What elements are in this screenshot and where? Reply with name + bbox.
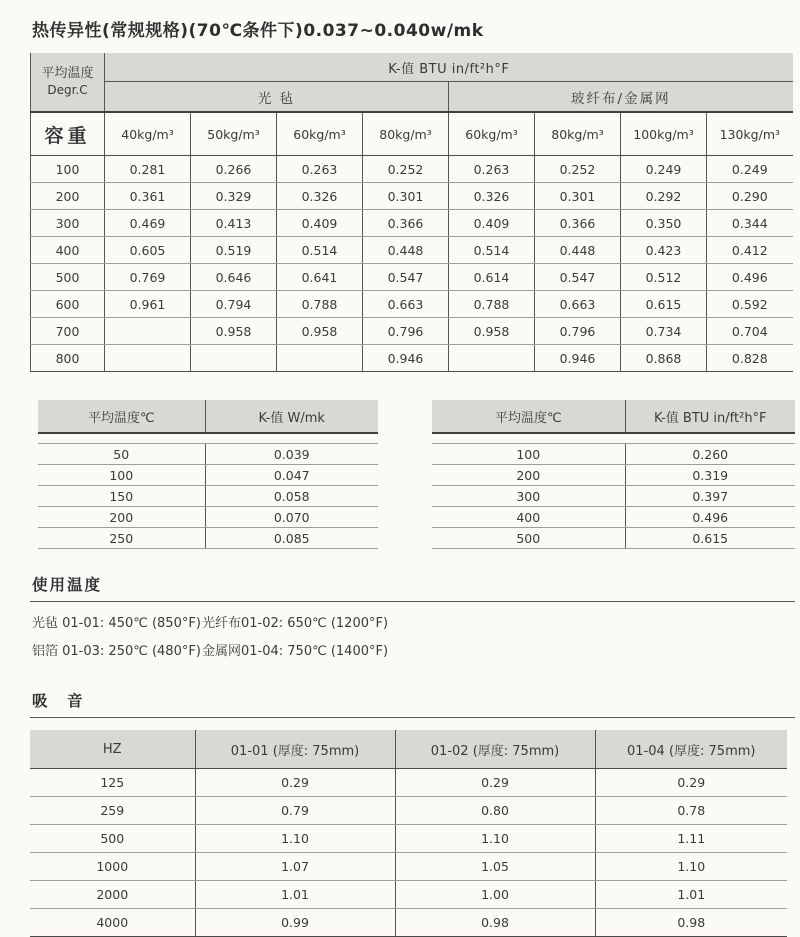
coefficient-cell: 1.00 [395, 881, 595, 909]
table-row [30, 769, 787, 797]
k-value-cell: 0.958 [277, 318, 363, 345]
k-value-cell: 0.547 [535, 264, 621, 291]
k-value-cell: 0.448 [363, 237, 449, 264]
avg-temp-cell: 100 [38, 465, 205, 486]
density-col-header: 40kg/m³ [105, 112, 191, 156]
coefficient-cell: 0.99 [195, 909, 395, 937]
k-value-cell: 0.496 [625, 507, 795, 528]
k-value-cell: 0.641 [277, 264, 363, 291]
k-value-cell: 0.788 [277, 291, 363, 318]
table-row [31, 291, 793, 318]
density-col-header: 100kg/m³ [621, 112, 707, 156]
k-value-cell: 0.796 [535, 318, 621, 345]
avg-temp-cell: 50 [38, 444, 205, 465]
density-col-header: 80kg/m³ [363, 112, 449, 156]
service-temp-item: 光纤布01-02: 650℃ (1200°F) [202, 616, 389, 631]
avg-temp-cell: 250 [38, 528, 205, 549]
avg-temp-label-en: Degr.C [47, 82, 88, 97]
density-col-header: 50kg/m³ [191, 112, 277, 156]
table-row [38, 528, 378, 549]
table-row [38, 465, 378, 486]
k-value-cell: 0.260 [625, 444, 795, 465]
k-value-cell [105, 318, 191, 345]
avg-temp-cell: 300 [432, 486, 625, 507]
coefficient-cell: 0.80 [395, 797, 595, 825]
k-value-cell: 0.361 [105, 183, 191, 210]
coefficient-cell: 0.79 [195, 797, 395, 825]
service-temp-item: 铝箔 01-03: 250℃ (480°F) [32, 644, 201, 659]
k-value-cell: 0.961 [105, 291, 191, 318]
service-temp-heading: 使用温度 [32, 576, 103, 594]
table-row [31, 318, 793, 345]
k-value-cell: 0.326 [277, 183, 363, 210]
hz-cell: 4000 [30, 909, 195, 937]
k-value-cell: 0.605 [105, 237, 191, 264]
k-value-cell: 0.350 [621, 210, 707, 237]
hz-cell: 2000 [30, 881, 195, 909]
coefficient-cell: 0.78 [595, 797, 787, 825]
k-value-cell: 0.409 [449, 210, 535, 237]
k-value-cell: 0.249 [707, 156, 793, 183]
k-value-cell: 0.615 [621, 291, 707, 318]
col-header-01-02: 01-02 (厚度: 75mm) [395, 730, 595, 769]
k-value-cell: 0.646 [191, 264, 277, 291]
table-row [30, 881, 787, 909]
k-value-cell: 0.344 [707, 210, 793, 237]
coefficient-cell: 1.10 [195, 825, 395, 853]
table-header-row-2 [31, 82, 793, 113]
coefficient-cell: 0.29 [195, 769, 395, 797]
avg-temp-cell: 700 [31, 318, 105, 345]
k-value-cell [191, 345, 277, 372]
avg-temp-cell: 400 [31, 237, 105, 264]
k-value-cell: 0.592 [707, 291, 793, 318]
coefficient-cell: 0.98 [395, 909, 595, 937]
avg-temp-cell: 100 [31, 156, 105, 183]
table-row [432, 486, 795, 507]
k-value-cell: 0.946 [363, 345, 449, 372]
table-row [30, 797, 787, 825]
thermal-conductivity-table [30, 53, 793, 372]
density-col-header: 60kg/m³ [277, 112, 363, 156]
sound-absorption-table [30, 730, 787, 937]
table-row [432, 444, 795, 465]
avg-temp-cell: 800 [31, 345, 105, 372]
k-value-cell: 0.794 [191, 291, 277, 318]
k-value-cell: 0.281 [105, 156, 191, 183]
section-rule [30, 717, 795, 718]
spacer-row [432, 433, 795, 444]
k-value-cell: 0.301 [535, 183, 621, 210]
coefficient-cell: 1.11 [595, 825, 787, 853]
k-value-cell: 0.769 [105, 264, 191, 291]
avg-temp-cell: 500 [432, 528, 625, 549]
k-value-cell: 0.326 [449, 183, 535, 210]
k-value-header: K-值 BTU in/ft²h°F [625, 400, 795, 433]
k-value-cell: 0.547 [363, 264, 449, 291]
k-value-cell: 0.252 [363, 156, 449, 183]
coefficient-cell: 0.29 [595, 769, 787, 797]
k-value-cell: 0.263 [277, 156, 363, 183]
section-rule [30, 601, 795, 602]
k-value-cell: 0.796 [363, 318, 449, 345]
k-value-cell: 0.448 [535, 237, 621, 264]
hz-cell: 125 [30, 769, 195, 797]
service-temp-item: 金属网01-04: 750℃ (1400°F) [202, 644, 389, 659]
avg-temp-label-cn: 平均温度 [41, 66, 94, 82]
avg-temp-cell: 500 [31, 264, 105, 291]
density-header-row [31, 112, 793, 156]
spacer-row [38, 433, 378, 444]
k-value-unit-header: K-值 BTU in/ft²h°F [105, 53, 793, 82]
group-cloth-mesh-header: 玻纤布/金属网 [449, 82, 793, 113]
k-value-cell: 0.519 [191, 237, 277, 264]
service-temp-item: 光毡 01-01: 450℃ (850°F) [32, 616, 201, 631]
k-value-cell: 0.412 [707, 237, 793, 264]
avg-temp-header: 平均温度℃ [432, 400, 625, 433]
k-value-cell: 0.734 [621, 318, 707, 345]
service-temp-section [30, 573, 795, 659]
avg-temp-cell: 400 [432, 507, 625, 528]
table-row [31, 156, 793, 183]
avg-temp-cell: 200 [31, 183, 105, 210]
k-value-cell: 0.514 [449, 237, 535, 264]
k-value-cell: 0.512 [621, 264, 707, 291]
k-value-wmk-table [38, 400, 378, 549]
k-value-cell: 0.615 [625, 528, 795, 549]
coefficient-cell: 1.05 [395, 853, 595, 881]
k-value-cell: 0.409 [277, 210, 363, 237]
table-row [38, 507, 378, 528]
table-row [432, 528, 795, 549]
hz-cell: 1000 [30, 853, 195, 881]
k-value-cell: 0.413 [191, 210, 277, 237]
group-glass-felt-header: 光 毡 [105, 82, 449, 113]
table-row [432, 507, 795, 528]
k-value-cell: 0.397 [625, 486, 795, 507]
avg-temp-cell: 200 [38, 507, 205, 528]
table-row [30, 853, 787, 881]
table-row [31, 237, 793, 264]
table-row [31, 210, 793, 237]
avg-temp-header-cell [31, 53, 105, 112]
k-value-cell: 0.085 [205, 528, 378, 549]
table-row [38, 486, 378, 507]
table-row [432, 465, 795, 486]
coefficient-cell: 0.98 [595, 909, 787, 937]
sound-absorption-heading: 吸 音 [32, 692, 85, 710]
k-value-cell: 0.423 [621, 237, 707, 264]
avg-temp-cell: 200 [432, 465, 625, 486]
k-value-cell [105, 345, 191, 372]
avg-temp-cell: 300 [31, 210, 105, 237]
col-header-01-01: 01-01 (厚度: 75mm) [195, 730, 395, 769]
coefficient-cell: 1.07 [195, 853, 395, 881]
table-row [38, 444, 378, 465]
k-value-cell: 0.070 [205, 507, 378, 528]
avg-temp-cell: 600 [31, 291, 105, 318]
k-value-cell: 0.828 [707, 345, 793, 372]
k-value-cell: 0.366 [363, 210, 449, 237]
coefficient-cell: 1.10 [595, 853, 787, 881]
k-value-cell: 0.514 [277, 237, 363, 264]
table-row [30, 909, 787, 937]
coefficient-cell: 1.10 [395, 825, 595, 853]
k-value-cell [449, 345, 535, 372]
table-row [31, 345, 793, 372]
table-row [31, 264, 793, 291]
k-value-header: K-值 W/mk [205, 400, 378, 433]
k-value-cell: 0.496 [707, 264, 793, 291]
avg-temp-cell: 150 [38, 486, 205, 507]
k-value-cell: 0.663 [363, 291, 449, 318]
coefficient-cell: 1.01 [595, 881, 787, 909]
k-value-cell: 0.249 [621, 156, 707, 183]
k-value-cell: 0.868 [621, 345, 707, 372]
table-row [31, 183, 793, 210]
sound-absorption-section [30, 689, 795, 937]
small-tables-row [38, 400, 795, 549]
hz-cell: 500 [30, 825, 195, 853]
table-header-row [432, 400, 795, 433]
k-value-cell [277, 345, 363, 372]
k-value-cell: 0.469 [105, 210, 191, 237]
k-value-cell: 0.301 [363, 183, 449, 210]
density-col-header: 130kg/m³ [707, 112, 793, 156]
k-value-btu-table [432, 400, 795, 549]
k-value-cell: 0.704 [707, 318, 793, 345]
density-col-header: 80kg/m³ [535, 112, 621, 156]
coefficient-cell: 1.01 [195, 881, 395, 909]
col-header-01-04: 01-04 (厚度: 75mm) [595, 730, 787, 769]
table-header-row-1 [31, 53, 793, 82]
k-value-cell: 0.319 [625, 465, 795, 486]
k-value-cell: 0.263 [449, 156, 535, 183]
service-temp-list [32, 612, 795, 659]
k-value-cell: 0.290 [707, 183, 793, 210]
k-value-cell: 0.058 [205, 486, 378, 507]
avg-temp-cell: 100 [432, 444, 625, 465]
k-value-cell: 0.958 [449, 318, 535, 345]
page-title: 热传异性(常规规格)(70℃条件下)0.037~0.040w/mk [32, 21, 484, 41]
k-value-cell: 0.958 [191, 318, 277, 345]
k-value-cell: 0.039 [205, 444, 378, 465]
k-value-cell: 0.946 [535, 345, 621, 372]
avg-temp-header: 平均温度℃ [38, 400, 205, 433]
k-value-cell: 0.047 [205, 465, 378, 486]
k-value-cell: 0.788 [449, 291, 535, 318]
k-value-cell: 0.252 [535, 156, 621, 183]
k-value-cell: 0.366 [535, 210, 621, 237]
coefficient-cell: 0.29 [395, 769, 595, 797]
k-value-cell: 0.663 [535, 291, 621, 318]
k-value-cell: 0.266 [191, 156, 277, 183]
table-header-row [38, 400, 378, 433]
k-value-cell: 0.329 [191, 183, 277, 210]
hz-cell: 259 [30, 797, 195, 825]
density-col-header: 60kg/m³ [449, 112, 535, 156]
hz-header: HZ [30, 730, 195, 769]
k-value-cell: 0.292 [621, 183, 707, 210]
density-label: 容重 [31, 112, 105, 156]
table-header-row [30, 730, 787, 769]
k-value-cell: 0.614 [449, 264, 535, 291]
